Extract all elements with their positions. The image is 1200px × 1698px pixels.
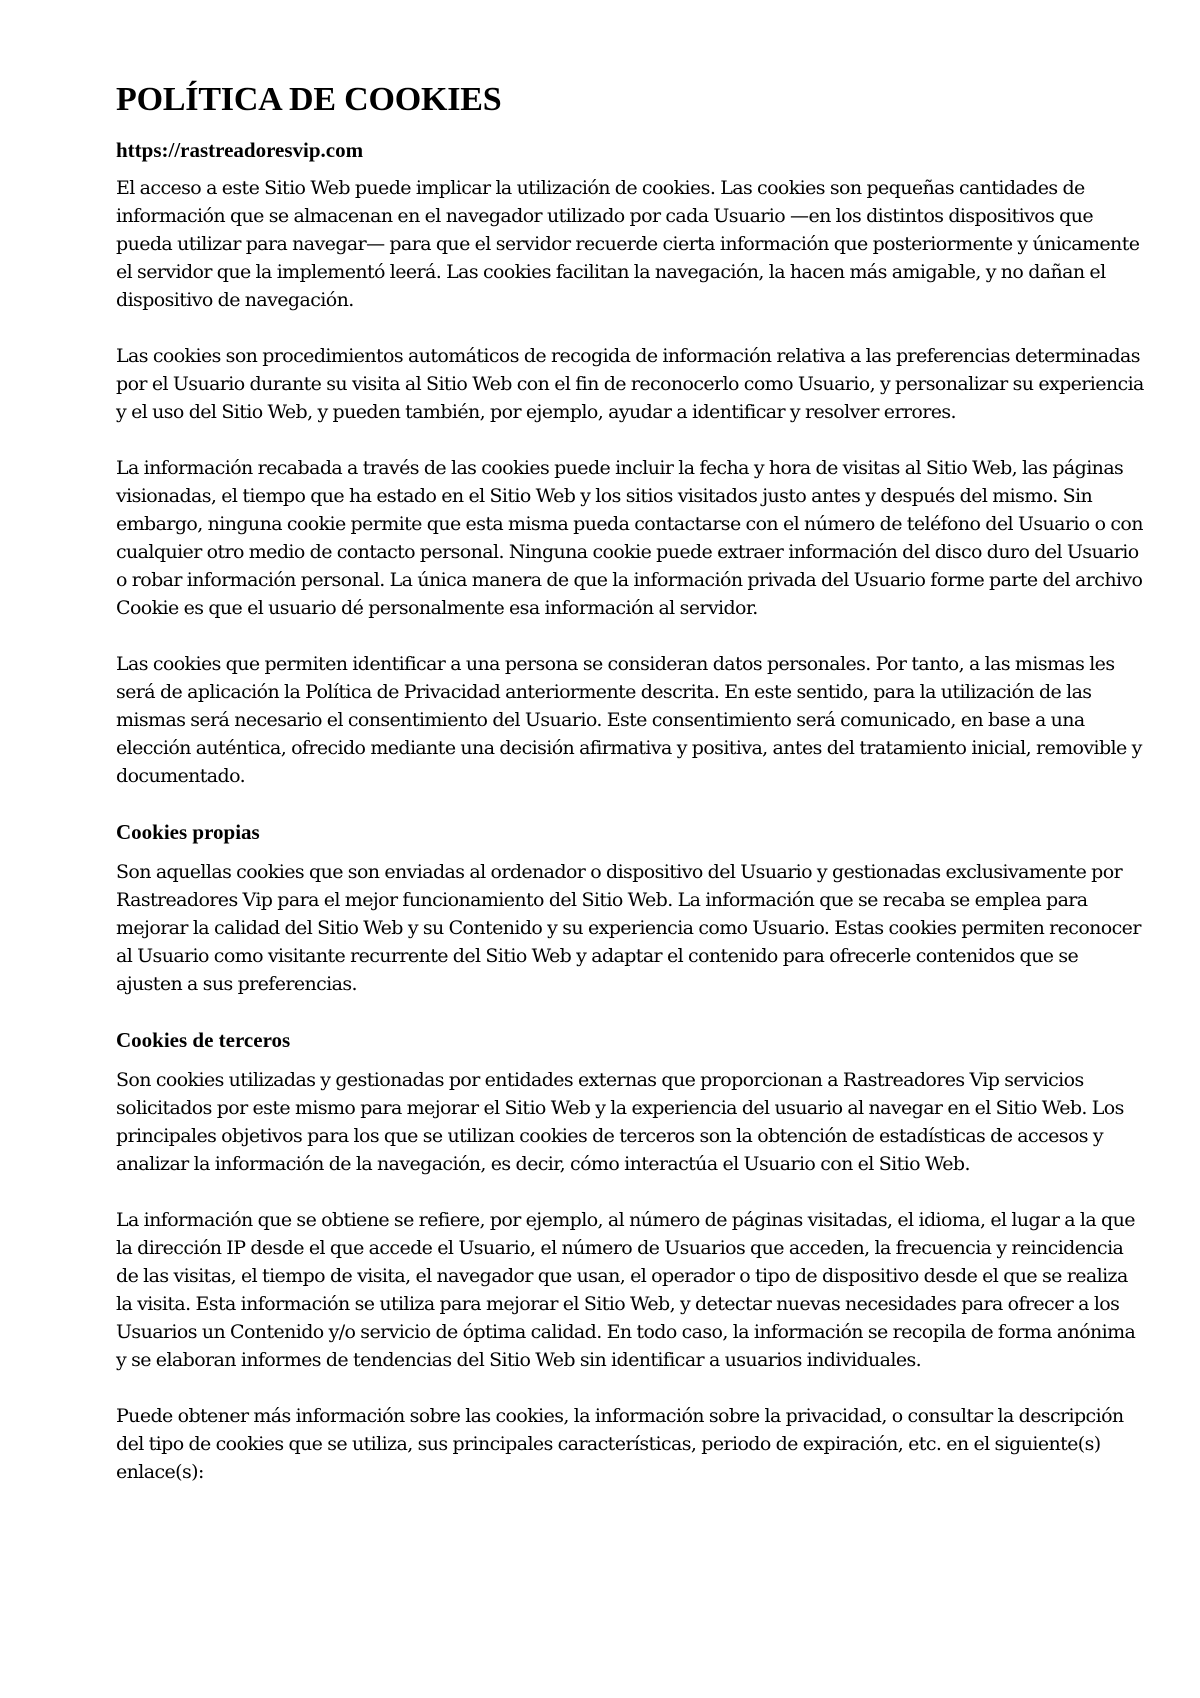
- cookies-terceros-paragraph-1: Son cookies utilizadas y gestionadas por entidades externas que proporcionan a Rastreadores Vip servicios solicitados por este mismo para mejorar el Sitio Web y la experiencia del usuario al navegar en el Sitio Web. Los principales objetivos para los que se utilizan cookies de terceros son la obtención de estadísticas de accesos y analizar la información de la navegación, es decir, cómo interactúa el Usuario con el Sitio Web.: [116, 1069, 1124, 1175]
- section-heading-cookies-terceros: Cookies de terceros: [116, 1028, 291, 1052]
- cookies-propias-paragraph: Son aquellas cookies que son enviadas al ordenador o dispositivo del Usuario y gestionadas exclusivamente por Rastreadores Vip para el mejor funcionamiento del Sitio Web. La información que se recaba se emplea para mejorar la calidad del Sitio Web y su Contenido y su experiencia como Usuario. Estas cookies permiten reconocer al Usuario como visitante recurrente del Sitio Web y adaptar el contenido para ofrecerle contenidos que se ajusten a sus preferencias.: [116, 861, 1141, 995]
- intro-paragraph-4: Las cookies que permiten identificar a una persona se consideran datos personales. Por tanto, a las mismas les será de aplicación la Política de Privacidad anteriormente descrita. En este sentido, para la utilización de las mismas será necesario el consentimiento del Usuario. Este consentimiento será comunicado, en base a una elección auténtica, ofrecido mediante una decisión afirmativa y positiva, antes del tratamiento inicial, removible y documentado.: [116, 653, 1142, 787]
- intro-paragraph-1: El acceso a este Sitio Web puede implicar la utilización de cookies. Las cookies son pequeñas cantidades de información que se almacenan en el navegador utilizado por cada Usuario —en los distintos dispositivos que pueda utilizar para navegar— para que el servidor recuerde cierta información que posteriormente y únicamente el servidor que la implementó leerá. Las cookies facilitan la navegación, la hacen más amigable, y no dañan el dispositivo de navegación.: [116, 177, 1140, 311]
- page-title: POLÍTICA DE COOKIES: [116, 81, 502, 118]
- document-page: [116, 78, 1146, 1486]
- intro-paragraph-2: Las cookies son procedimientos automáticos de recogida de información relativa a las preferencias determinadas por el Usuario durante su visita al Sitio Web con el fin de reconocerlo como Usuario, y personalizar su experiencia y el uso del Sitio Web, y pueden también, por ejemplo, ayudar a identificar y resolver errores.: [116, 345, 1144, 423]
- section-heading-cookies-propias: Cookies propias: [116, 820, 260, 844]
- site-url: https://rastreadoresvip.com: [116, 138, 364, 162]
- intro-paragraph-3: La información recabada a través de las cookies puede incluir la fecha y hora de visitas al Sitio Web, las páginas visionadas, el tiempo que ha estado en el Sitio Web y los sitios visitados justo antes y después del mismo. Sin embargo, ninguna cookie permite que esta misma pueda contactarse con el número de teléfono del Usuario o con cualquier otro medio de contacto personal. Ninguna cookie puede extraer información del disco duro del Usuario o robar información personal. La única manera de que la información privada del Usuario forme parte del archivo Cookie es que el usuario dé personalmente esa información al servidor.: [116, 457, 1143, 619]
- cookies-terceros-paragraph-2: La información que se obtiene se refiere, por ejemplo, al número de páginas visitadas, el idioma, el lugar a la que la dirección IP desde el que accede el Usuario, el número de Usuarios que acceden, la frecuencia y reincidencia de las visitas, el tiempo de visita, el navegador que usan, el operador o tipo de dispositivo desde el que se realiza la visita. Esta información se utiliza para mejorar el Sitio Web, y detectar nuevas necesidades para ofrecer a los Usuarios un Contenido y/o servicio de óptima calidad. En todo caso, la información se recopila de forma anónima y se elaboran informes de tendencias del Sitio Web sin identificar a usuarios individuales.: [116, 1209, 1136, 1371]
- cookies-terceros-paragraph-3: Puede obtener más información sobre las cookies, la información sobre la privacidad, o consultar la descripción del tipo de cookies que se utiliza, sus principales características, periodo de expiración, etc. en el siguiente(s) enlace(s):: [116, 1405, 1124, 1483]
